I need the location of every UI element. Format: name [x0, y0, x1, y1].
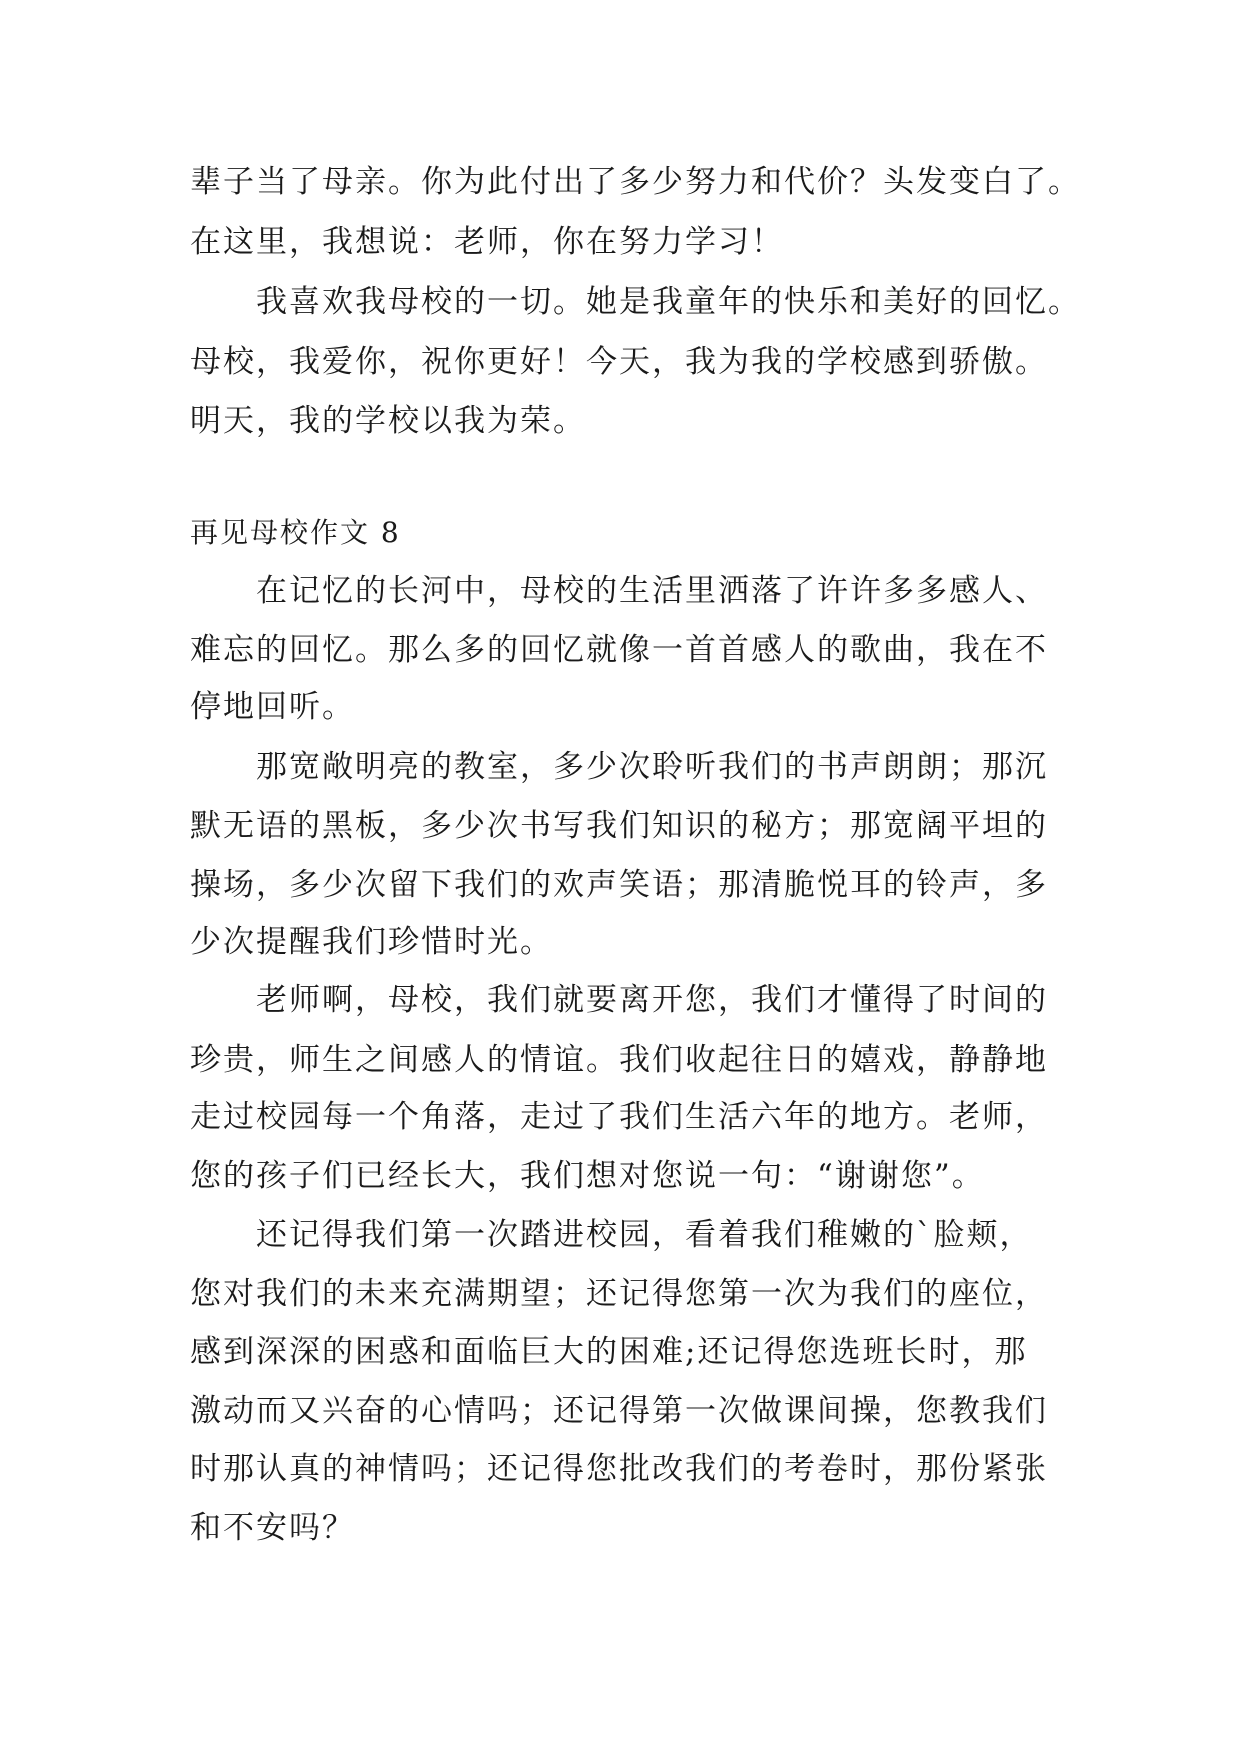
- text-line: 难忘的回忆。那么多的回忆就像一首首感人的歌曲，我在不: [190, 632, 1048, 668]
- text-line: 珍贵，师生之间感人的情谊。我们收起往日的嬉戏，静静地: [190, 1042, 1048, 1078]
- text-line: 时那认真的神情吗；还记得您批改我们的考卷时，那份紧张: [190, 1451, 1048, 1487]
- paragraph-first-line: 在记忆的长河中，母校的生活里洒落了许许多多感人、: [256, 573, 1048, 609]
- text-line: 走过校园每一个角落，走过了我们生活六年的地方。老师，: [190, 1099, 1048, 1135]
- text-line: 停地回听。: [190, 689, 355, 725]
- text-line: 在这里，我想说：老师，你在努力学习！: [190, 224, 784, 260]
- text-line: 感到深深的困惑和面临巨大的困难;还记得您选班长时，那: [190, 1334, 1028, 1370]
- text-line: 激动而又兴奋的心情吗；还记得第一次做课间操，您教我们: [190, 1393, 1048, 1429]
- text-line: 默无语的黑板，多少次书写我们知识的秘方；那宽阔平坦的: [190, 808, 1048, 844]
- text-line: 明天，我的学校以我为荣。: [190, 403, 586, 439]
- text-line: 辈子当了母亲。你为此付出了多少努力和代价？头发变白了。: [190, 164, 1081, 200]
- paragraph-first-line: 还记得我们第一次踏进校园，看着我们稚嫩的`脸颊，: [256, 1217, 1033, 1253]
- text-line: 您对我们的未来充满期望；还记得您第一次为我们的座位，: [190, 1276, 1048, 1312]
- text-line: 少次提醒我们珍惜时光。: [190, 924, 553, 960]
- section-heading: 再见母校作文 8: [190, 516, 401, 549]
- text-line: 您的孩子们已经长大，我们想对您说一句：“谢谢您”。: [190, 1158, 985, 1194]
- text-line: 母校，我爱你，祝你更好！今天，我为我的学校感到骄傲。: [190, 344, 1048, 380]
- paragraph-first-line: 那宽敞明亮的教室，多少次聆听我们的书声朗朗；那沉: [256, 749, 1048, 785]
- text-line: 操场，多少次留下我们的欢声笑语；那清脆悦耳的铃声，多: [190, 867, 1048, 903]
- paragraph-first-line: 老师啊，母校，我们就要离开您，我们才懂得了时间的: [256, 982, 1048, 1018]
- paragraph-first-line: 我喜欢我母校的一切。她是我童年的快乐和美好的回忆。: [256, 284, 1081, 320]
- text-line: 和不安吗？: [190, 1510, 355, 1546]
